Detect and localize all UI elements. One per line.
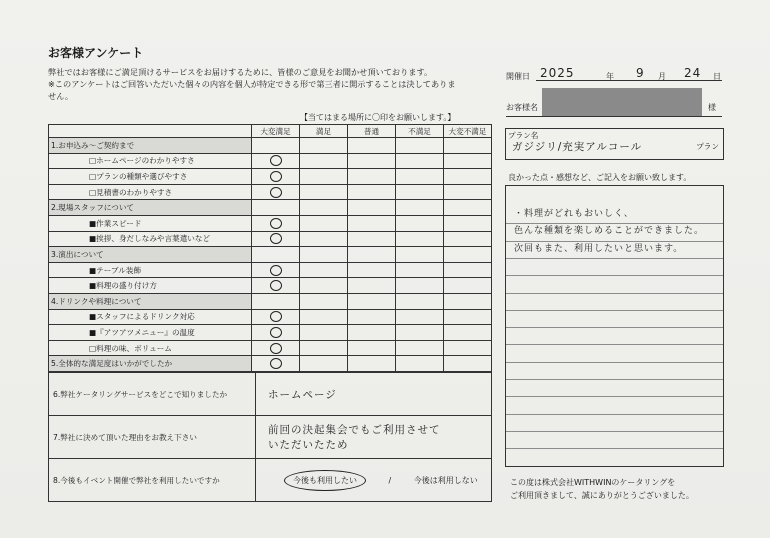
rating-cell[interactable]	[396, 215, 444, 231]
rating-cell	[252, 138, 300, 154]
rating-cell[interactable]	[396, 309, 444, 325]
question-7-label: 7.弊社に決めて頂いた理由をお教え下さい	[49, 416, 256, 459]
question-label: ■挨拶、身だしなみや言葉遣いなど	[49, 231, 252, 247]
q8-option-stop[interactable]: 今後は利用しない	[413, 475, 478, 485]
question-7-row	[49, 416, 492, 459]
rating-cell	[348, 247, 396, 263]
question-label: ■作業スピード	[49, 215, 252, 231]
rating-cell[interactable]	[252, 325, 300, 341]
rating-cell	[252, 200, 300, 216]
rating-cell[interactable]	[444, 153, 492, 169]
question-label: ■スタッフによるドリンク対応	[49, 309, 252, 325]
intro-line-3: せん。	[48, 91, 74, 101]
col-neutral: 普通	[348, 125, 396, 138]
intro-line-1: 弊社ではお客様にご満足頂けるサービスをお届けするために、皆様のご意見をお聞かせ頂いております。	[48, 67, 433, 77]
rating-cell	[444, 247, 492, 263]
rating-cell[interactable]	[252, 184, 300, 200]
rating-cell[interactable]	[444, 325, 492, 341]
circle-mark-icon	[270, 218, 282, 229]
rating-cell[interactable]	[348, 309, 396, 325]
plan-value: ガジジリ/充実アルコール	[512, 141, 643, 153]
rating-cell[interactable]	[300, 231, 348, 247]
survey-title: お客様アンケート	[48, 46, 144, 60]
rating-cell[interactable]	[252, 278, 300, 294]
section-row	[49, 293, 492, 309]
ruled-line	[506, 258, 723, 259]
rating-cell[interactable]	[252, 356, 300, 372]
rating-cell[interactable]	[396, 231, 444, 247]
date-month[interactable]: 9	[636, 66, 645, 80]
question-8-row	[49, 459, 492, 502]
circle-mark-icon	[270, 265, 282, 276]
q7-answer-line-1: 前回の決起集会でもご利用させて	[268, 424, 441, 436]
question-8-answer	[256, 459, 492, 502]
rating-cell[interactable]	[300, 215, 348, 231]
rating-cell[interactable]	[252, 309, 300, 325]
plan-field[interactable]	[505, 128, 724, 160]
section-row	[49, 200, 492, 216]
rating-cell[interactable]	[300, 153, 348, 169]
rating-cell	[300, 247, 348, 263]
ruled-line	[506, 310, 723, 311]
rating-cell[interactable]	[348, 356, 396, 372]
rating-cell[interactable]	[396, 169, 444, 185]
question-6-answer[interactable]	[256, 373, 492, 416]
rating-cell[interactable]	[444, 340, 492, 356]
table-row	[49, 262, 492, 278]
section-row	[49, 356, 492, 372]
rating-cell[interactable]	[300, 340, 348, 356]
plan-label: プラン名	[508, 131, 539, 140]
circle-mark-icon	[270, 187, 282, 198]
rating-cell[interactable]	[444, 231, 492, 247]
question-6-row	[49, 373, 492, 416]
col-very-dissatisfied: 大変不満足	[444, 125, 492, 138]
col-very-satisfied: 大変満足	[252, 125, 300, 138]
circle-mark-icon	[270, 155, 282, 166]
rating-cell[interactable]	[396, 325, 444, 341]
rating-cell[interactable]	[300, 278, 348, 294]
rating-cell[interactable]	[348, 215, 396, 231]
circle-mark-icon	[270, 280, 282, 291]
circle-mark-icon	[270, 327, 282, 338]
rating-cell	[348, 293, 396, 309]
question-label: ■料理の盛り付け方	[49, 278, 252, 294]
table-row	[49, 309, 492, 325]
rating-cell[interactable]	[348, 231, 396, 247]
section-label: 4.ドリンクや料理について	[49, 293, 252, 309]
ruled-line	[506, 344, 723, 345]
question-label: □ホームページのわかりやすさ	[49, 153, 252, 169]
rating-cell[interactable]	[300, 184, 348, 200]
circle-mark-icon	[270, 233, 282, 244]
ruled-line	[506, 293, 723, 294]
header-blank	[49, 125, 252, 138]
plan-suffix: プラン	[696, 142, 719, 151]
comment-line-2: 色んな種類を楽しめることができました。	[514, 226, 705, 237]
rating-cell[interactable]	[252, 215, 300, 231]
table-row	[49, 215, 492, 231]
col-dissatisfied: 不満足	[396, 125, 444, 138]
name-suffix: 様	[708, 103, 716, 112]
ruled-line	[506, 327, 723, 328]
ruled-line	[506, 275, 723, 276]
section-label: 3.演出について	[49, 247, 252, 263]
thanks-message	[510, 476, 694, 502]
comments-box[interactable]	[505, 185, 724, 467]
rating-cell[interactable]	[300, 356, 348, 372]
rating-cell	[396, 247, 444, 263]
table-row	[49, 153, 492, 169]
rating-cell[interactable]	[444, 169, 492, 185]
rating-cell[interactable]	[348, 278, 396, 294]
rating-cell	[252, 247, 300, 263]
rating-cell[interactable]	[300, 169, 348, 185]
intro-text	[48, 66, 488, 102]
rating-cell[interactable]	[348, 325, 396, 341]
rating-cell[interactable]	[348, 184, 396, 200]
ruled-line	[506, 379, 723, 380]
redacted-name-block	[542, 88, 702, 116]
rating-cell	[300, 200, 348, 216]
customer-name-label: お客様名	[506, 103, 538, 112]
q8-separator: /	[388, 475, 392, 485]
comment-line-1: ・料理がどれもおいしく、	[514, 209, 634, 219]
comment-text	[514, 206, 719, 258]
instruction-note: 【当てはまる場所に〇印をお願いします。】	[300, 113, 456, 122]
rating-cell[interactable]	[396, 340, 444, 356]
circle-mark-icon	[270, 311, 282, 322]
rating-cell[interactable]	[252, 169, 300, 185]
table-row	[49, 184, 492, 200]
section-row	[49, 138, 492, 154]
rating-cell[interactable]	[444, 262, 492, 278]
rating-cell[interactable]	[252, 262, 300, 278]
question-7-answer[interactable]	[256, 416, 492, 459]
ruled-line	[506, 414, 723, 415]
question-8-label: 8.今後もイベント開催で弊社を利用したいですか	[49, 459, 256, 502]
date-underline	[536, 80, 722, 81]
rating-cell[interactable]	[444, 278, 492, 294]
thanks-line-1: この度は株式会社WITHWINのケータリングを	[510, 478, 676, 487]
question-6-label: 6.弊社ケータリングサービスをどこで知りましたか	[49, 373, 256, 416]
question-label: □見積書のわかりやすさ	[49, 184, 252, 200]
date-day[interactable]: 24	[684, 66, 702, 80]
q6-answer-text: ホームページ	[268, 388, 337, 401]
rating-cell[interactable]	[444, 215, 492, 231]
rating-cell	[396, 200, 444, 216]
year-unit: 年	[606, 72, 614, 81]
rating-cell	[444, 138, 492, 154]
table-header-row	[49, 125, 492, 138]
month-unit: 月	[658, 72, 666, 81]
rating-cell	[300, 138, 348, 154]
ruled-line	[506, 396, 723, 397]
rating-cell[interactable]	[396, 262, 444, 278]
rating-cell[interactable]	[348, 340, 396, 356]
rating-cell	[396, 293, 444, 309]
table-row	[49, 169, 492, 185]
ruled-line	[506, 448, 723, 449]
name-underline	[506, 116, 722, 117]
section-label: 2.現場スタッフについて	[49, 200, 252, 216]
rating-cell[interactable]	[252, 340, 300, 356]
date-year[interactable]: 2025	[540, 66, 575, 80]
day-unit: 日	[713, 72, 721, 81]
col-satisfied: 満足	[300, 125, 348, 138]
rating-cell[interactable]	[300, 309, 348, 325]
ruled-line	[506, 362, 723, 363]
open-questions-table	[48, 372, 492, 502]
rating-cell	[444, 200, 492, 216]
rating-cell	[300, 293, 348, 309]
rating-cell[interactable]	[252, 153, 300, 169]
q7-answer-line-2: いただいたため	[268, 439, 349, 451]
rating-cell[interactable]	[444, 356, 492, 372]
question-label: ■テーブル装飾	[49, 262, 252, 278]
rating-cell[interactable]	[396, 356, 444, 372]
q8-option-continue[interactable]: 今後も利用したい	[284, 470, 366, 491]
question-label: □プランの種類や選びやすさ	[49, 169, 252, 185]
circle-mark-icon	[270, 171, 282, 182]
rating-cell[interactable]	[300, 325, 348, 341]
section-label: 5.全体的な満足度はいかがでしたか	[49, 356, 252, 372]
rating-cell	[348, 200, 396, 216]
rating-cell	[252, 293, 300, 309]
rating-cell[interactable]	[396, 278, 444, 294]
section-row	[49, 247, 492, 263]
question-label: ■『アツアツメニュー』の温度	[49, 325, 252, 341]
rating-cell[interactable]	[348, 153, 396, 169]
rating-cell[interactable]	[252, 231, 300, 247]
rating-cell[interactable]	[348, 262, 396, 278]
rating-cell[interactable]	[348, 169, 396, 185]
table-row	[49, 325, 492, 341]
rating-cell	[444, 293, 492, 309]
table-row	[49, 231, 492, 247]
circle-mark-icon	[270, 358, 282, 369]
rating-cell[interactable]	[444, 309, 492, 325]
table-row	[49, 340, 492, 356]
intro-line-2: ※このアンケートはご回答いただいた個々の内容を個人が特定できる形で第三者に開示することは決してありま	[48, 79, 456, 89]
table-row	[49, 278, 492, 294]
circle-mark-icon	[270, 343, 282, 354]
date-label: 開催日	[506, 72, 530, 81]
ruled-line	[506, 431, 723, 432]
question-label: □料理の味、ボリューム	[49, 340, 252, 356]
rating-cell	[348, 138, 396, 154]
rating-cell[interactable]	[444, 184, 492, 200]
satisfaction-table	[48, 124, 492, 372]
comment-line-3: 次回もまた、利用したいと思います。	[514, 243, 684, 254]
rating-cell[interactable]	[396, 184, 444, 200]
rating-cell	[396, 138, 444, 154]
rating-cell[interactable]	[300, 262, 348, 278]
rating-cell[interactable]	[396, 153, 444, 169]
section-label: 1.お申込み～ご契約まで	[49, 138, 252, 154]
comments-label: 良かった点・感想など、ご記入をお願い致します。	[508, 173, 692, 182]
thanks-line-2: ご利用頂きまして、誠にありがとうございました。	[510, 491, 694, 500]
